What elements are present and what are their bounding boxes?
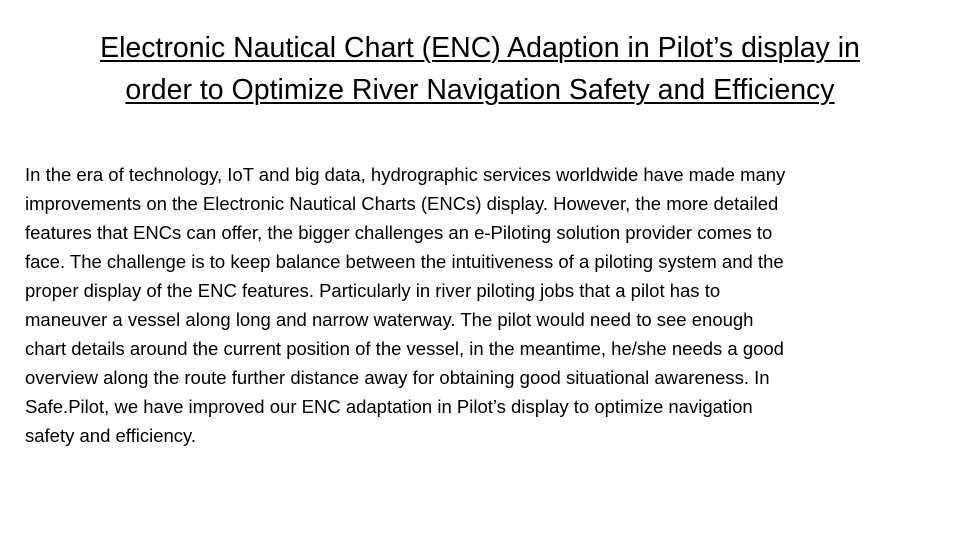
body-line: Safe.Pilot, we have improved our ENC adaptation in Pilot’s display to optimize navigation <box>25 396 753 417</box>
body-line: proper display of the ENC features. Particularly in river piloting jobs that a pilot has to <box>25 280 721 301</box>
body-line: face. The challenge is to keep balance between the intuitiveness of a piloting system and the <box>25 251 784 272</box>
body-line: In the era of technology, IoT and big data, hydrographic services worldwide have made many <box>25 164 786 185</box>
body-paragraph <box>25 160 940 450</box>
body-line: maneuver a vessel along long and narrow waterway. The pilot would need to see enough <box>25 309 754 330</box>
title-line: order to Optimize River Navigation Safety and Efficiency <box>125 74 835 106</box>
body-line: features that ENCs can offer, the bigger challenges an e-Piloting solution provider comes to <box>25 222 773 243</box>
body-line: chart details around the current position of the vessel, in the meantime, he/she needs a good <box>25 338 784 359</box>
body-line: improvements on the Electronic Nautical Charts (ENCs) display. However, the more detailed <box>25 193 779 214</box>
body-line: safety and efficiency. <box>25 425 197 446</box>
slide-title <box>20 27 940 111</box>
title-line: Electronic Nautical Chart (ENC) Adaption in Pilot’s display in <box>100 32 860 64</box>
body-line: overview along the route further distance away for obtaining good situational awareness. In <box>25 367 770 388</box>
